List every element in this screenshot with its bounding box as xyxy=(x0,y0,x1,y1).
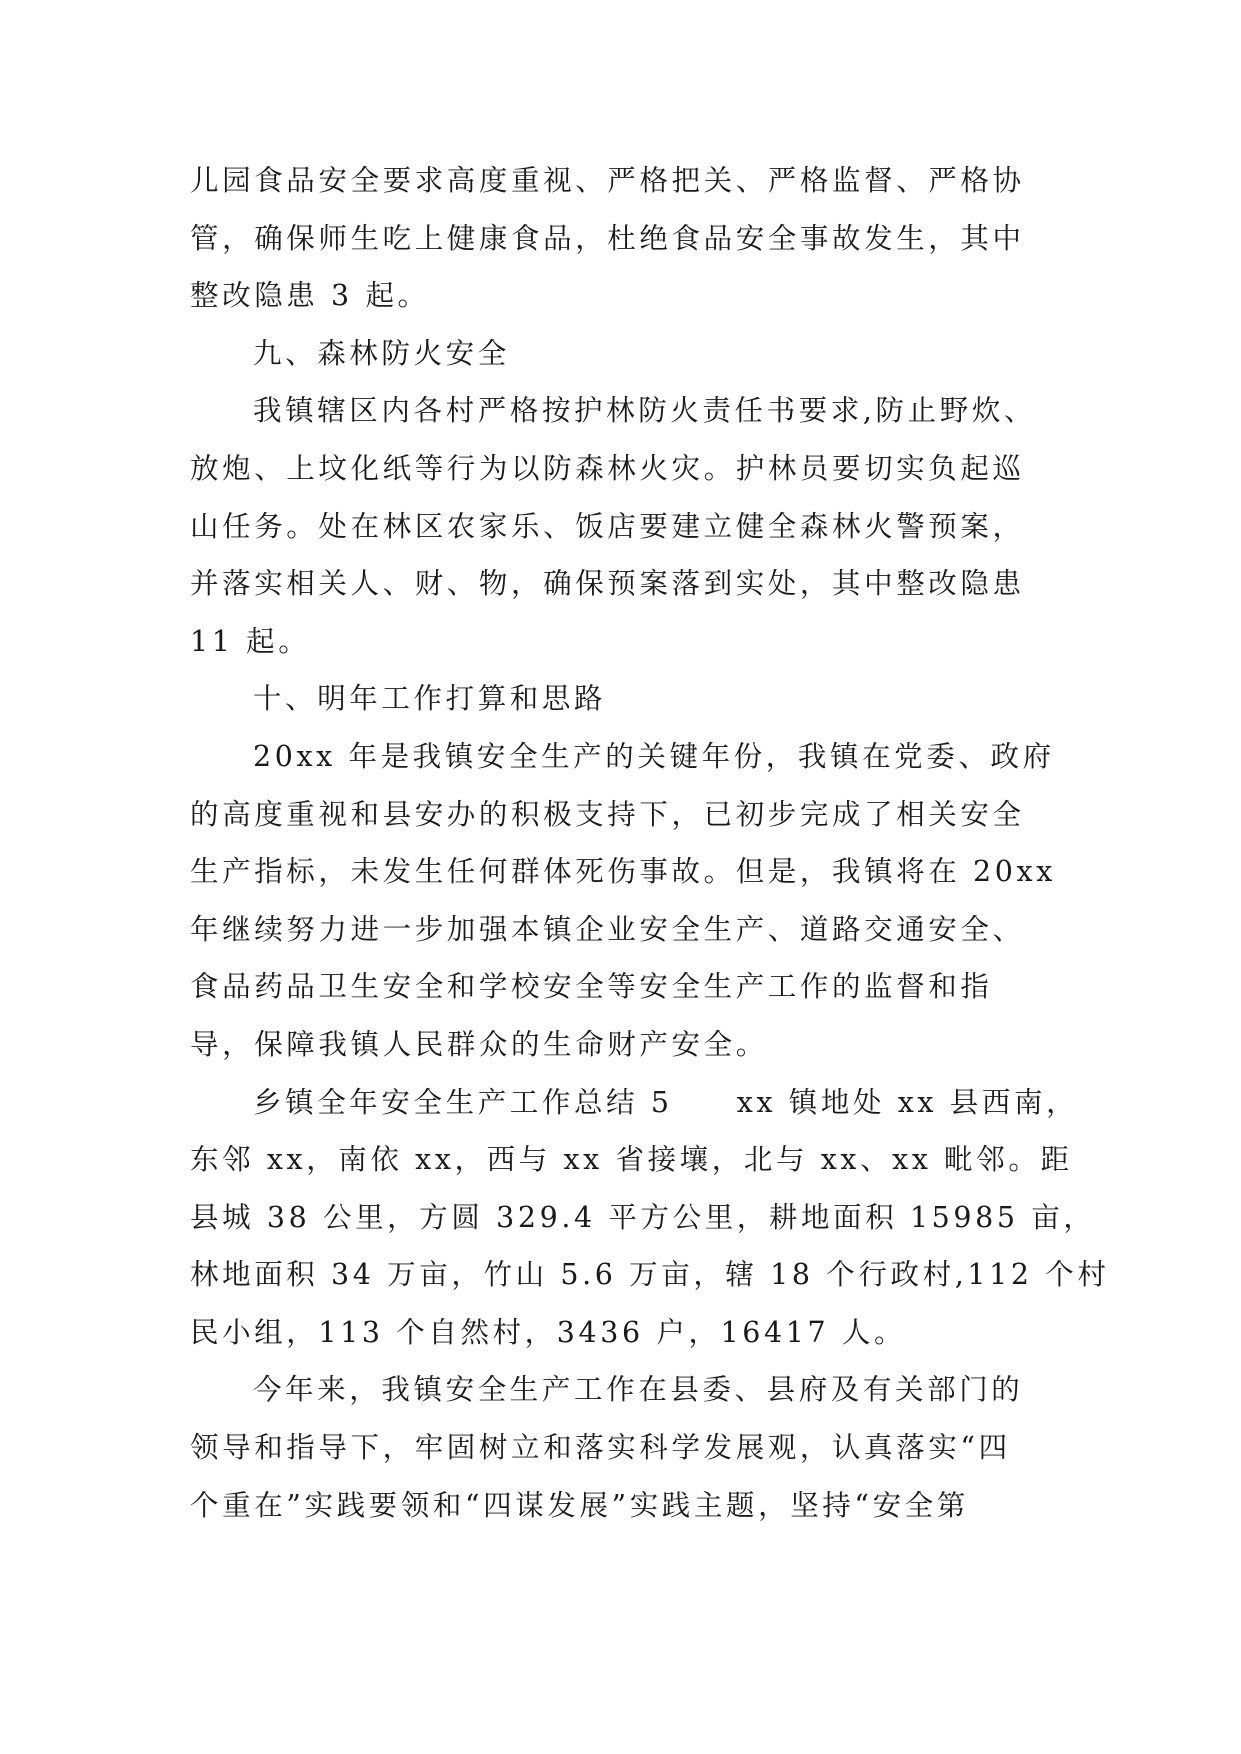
text-line: 儿园食品安全要求高度重视、严格把关、严格监督、严格协 xyxy=(190,164,1025,197)
text-line: 个重在”实践要领和“四谋发展”实践主题，坚持“安全第 xyxy=(190,1488,969,1522)
text-line: 并落实相关人、财、物，确保预案落到实处，其中整改隐患 xyxy=(190,567,1025,601)
text-line: 乡镇全年安全生产工作总结 5 xx 镇地处 xx 县西南， xyxy=(253,1085,1079,1119)
text-line: 山任务。处在林区农家乐、饭店要建立健全森林火警预案， xyxy=(190,509,1025,543)
document-body xyxy=(190,152,1110,1534)
text-line: 林地面积 34 万亩，竹山 5.6 万亩，辖 18 个行政村,112 个村 xyxy=(190,1258,1110,1292)
text-line: 整改隐患 3 起。 xyxy=(190,279,430,313)
text-line: 民小组，113 个自然村，3436 户，16417 人。 xyxy=(190,1315,907,1349)
text-line: 的高度重视和县安办的积极支持下，已初步完成了相关安全 xyxy=(190,797,1025,831)
text-line: 管，确保师生吃上健康食品，杜绝食品安全事故发生，其中 xyxy=(190,221,1025,255)
text-line: 年继续努力进一步加强本镇企业安全生产、道路交通安全、 xyxy=(190,912,1025,946)
text-line: 我镇辖区内各村严格按护林防火责任书要求,防止野炊、 xyxy=(253,394,1037,428)
section-heading-next-year-plan: 十、明年工作打算和思路 xyxy=(253,682,607,716)
text-line: 食品药品卫生安全和学校安全等安全生产工作的监督和指 xyxy=(190,970,993,1004)
text-line: 放炮、上坟化纸等行为以防森林火灾。护林员要切实负起巡 xyxy=(190,451,1025,485)
text-line: 11 起。 xyxy=(190,624,311,658)
text-line: 导，保障我镇人民群众的生命财产安全。 xyxy=(190,1027,768,1061)
text-line: 今年来，我镇安全生产工作在县委、县府及有关部门的 xyxy=(253,1373,1024,1407)
text-line: 县城 38 公里，方圆 329.4 平方公里，耕地面积 15985 亩， xyxy=(190,1200,1096,1234)
text-line: 领导和指导下，牢固树立和落实科学发展观，认真落实“四 xyxy=(190,1431,1011,1465)
text-line: 生产指标，未发生任何群体死伤事故。但是，我镇将在 20xx xyxy=(190,855,1056,889)
section-heading-forest-fire: 九、森林防火安全 xyxy=(253,336,510,370)
text-line: 东邻 xx，南依 xx，西与 xx 省接壤，北与 xx、xx 毗邻。距 xyxy=(190,1143,1073,1177)
text-line: 20xx 年是我镇安全生产的关键年份，我镇在党委、政府 xyxy=(253,739,1055,773)
